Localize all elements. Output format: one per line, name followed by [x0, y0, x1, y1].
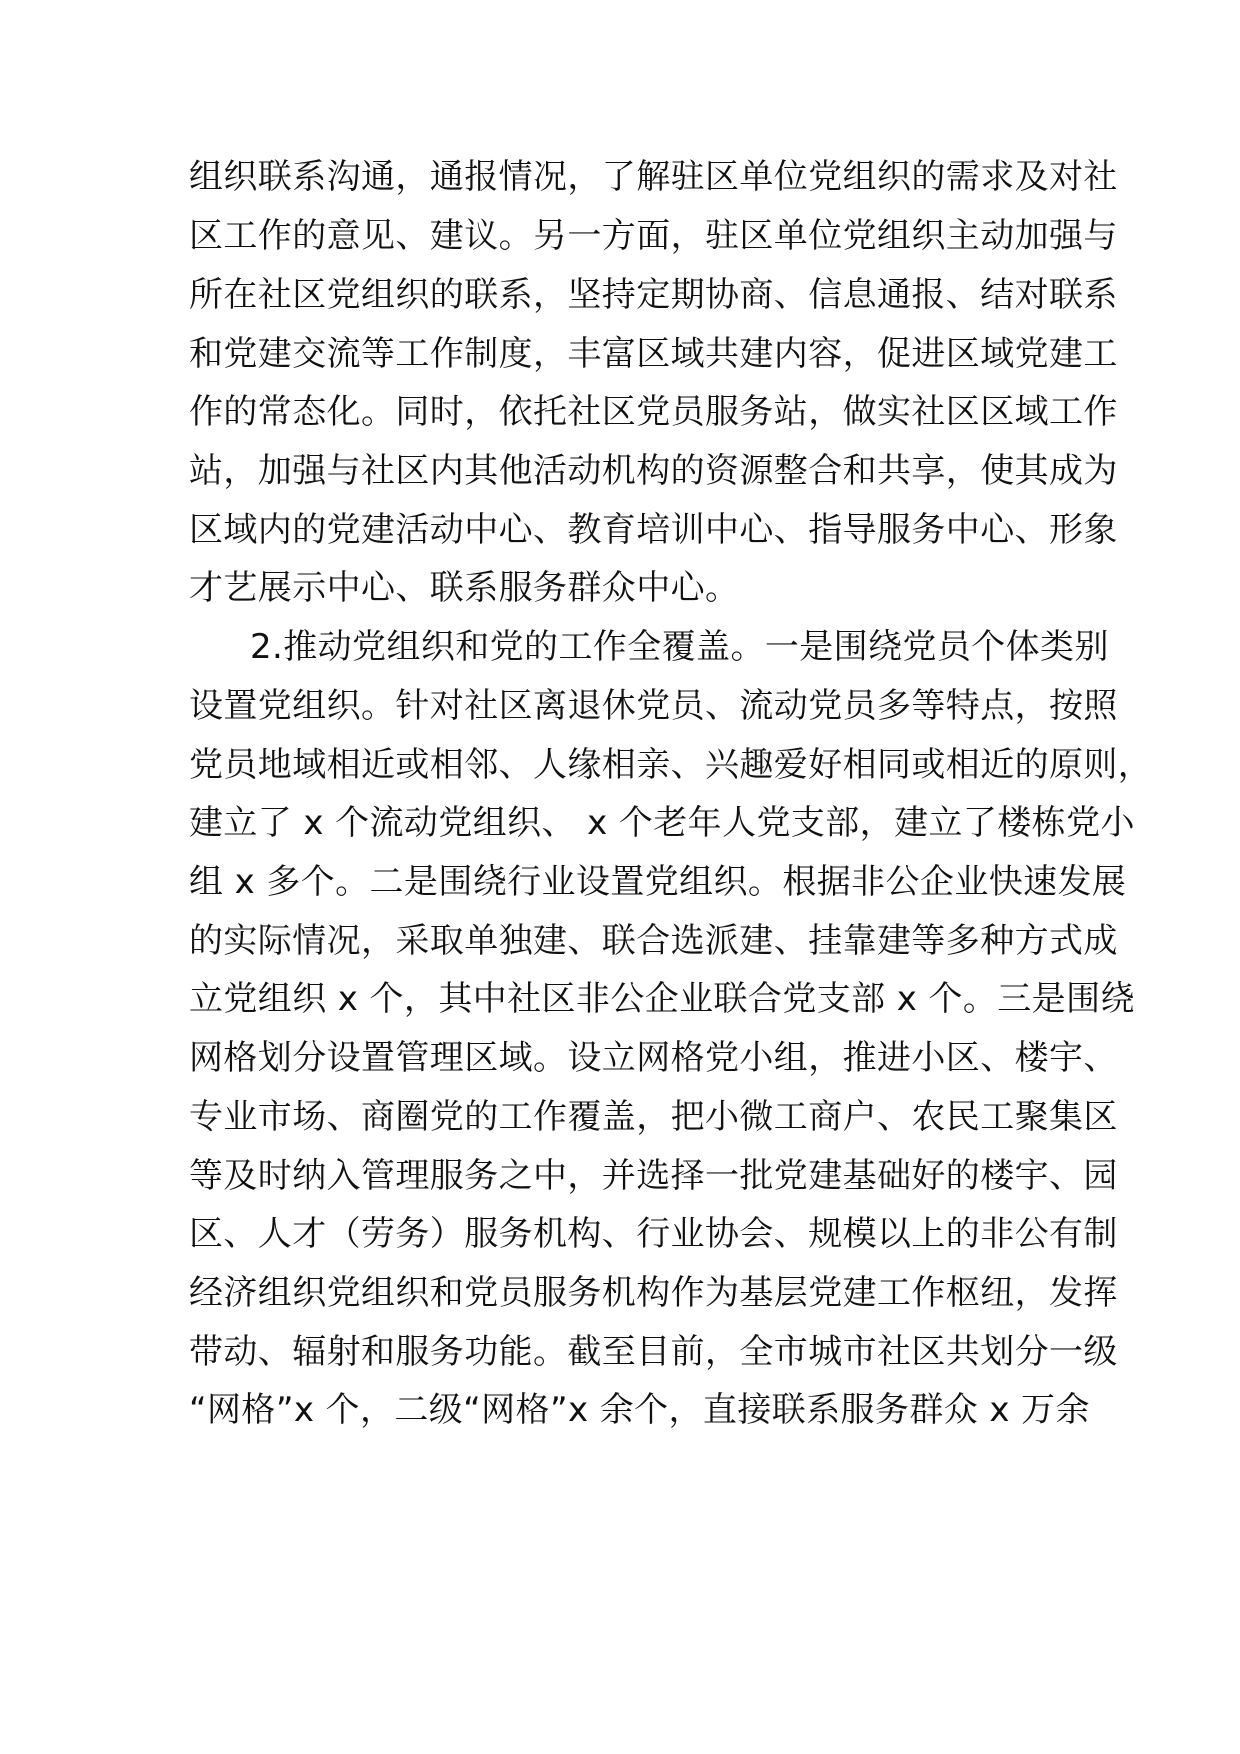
text-line: 经济组织党组织和党员服务机构作为基层党建工作枢纽，发挥 [189, 1273, 1118, 1313]
text-line: 作的常态化。同时，依托社区党员服务站，做实社区区域工作 [189, 392, 1118, 432]
text-line: 网格划分设置管理区域。设立网格党小组，推进小区、楼宇、 [189, 1038, 1118, 1078]
text-line: 设置党组织。针对社区离退休党员、流动党员多等特点，按照 [189, 686, 1118, 726]
text-line: 所在社区党组织的联系，坚持定期协商、信息通报、结对联系 [189, 275, 1118, 315]
text-line: 带动、辐射和服务功能。截至目前，全市城市社区共划分一级 [189, 1332, 1118, 1372]
text-line: 专业市场、商圈党的工作覆盖，把小微工商户、农民工聚集区 [189, 1097, 1118, 1137]
text-line: “网格”x 个，二级“网格”x 余个，直接联系服务群众 x 万余 [189, 1390, 1090, 1430]
text-line: 区工作的意见、建议。另一方面，驻区单位党组织主动加强与 [189, 216, 1118, 256]
text-line: 组 x 多个。二是围绕行业设置党组织。根据非公企业快速发展 [189, 862, 1127, 902]
text-line: 建立了 x 个流动党组织、 x 个老年人党支部，建立了楼栋党小 [189, 803, 1135, 843]
text-line: 区域内的党建活动中心、教育培训中心、指导服务中心、形象 [189, 510, 1118, 550]
text-line: 和党建交流等工作制度，丰富区域共建内容，促进区域党建工 [189, 334, 1118, 374]
text-line: 等及时纳入管理服务之中，并选择一批党建基础好的楼宇、园 [189, 1156, 1118, 1196]
text-line: 的实际情况，采取单独建、联合选派建、挂靠建等多种方式成 [189, 921, 1118, 961]
text-line: 才艺展示中心、联系服务群众中心。 [189, 568, 740, 608]
text-line: 组织联系沟通，通报情况，了解驻区单位党组织的需求及对社 [189, 157, 1118, 197]
text-line: 党员地域相近或相邻、人缘相亲、兴趣爱好相同或相近的原则， [189, 745, 1153, 785]
paragraph-first-line: 2.推动党组织和党的工作全覆盖。一是围绕党员个体类别 [250, 627, 1109, 667]
text-line: 立党组织 x 个，其中社区非公企业联合党支部 x 个。三是围绕 [189, 979, 1135, 1019]
text-line: 区、人才（劳务）服务机构、行业协会、规模以上的非公有制 [189, 1214, 1118, 1254]
text-line: 站，加强与社区内其他活动机构的资源整合和共享，使其成为 [189, 451, 1118, 491]
